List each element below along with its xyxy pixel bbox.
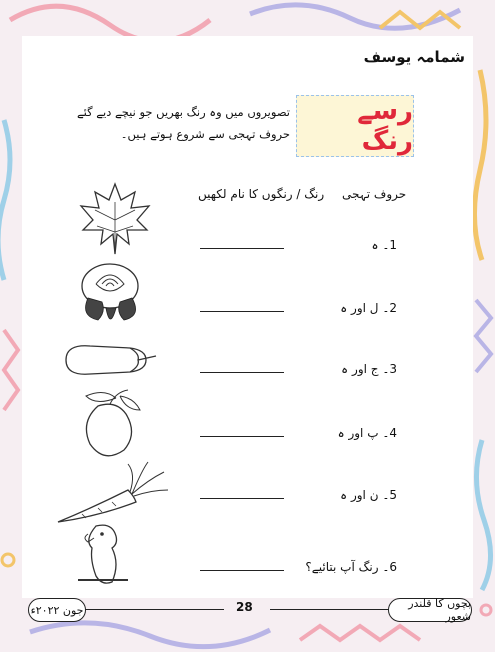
eggplant-icon bbox=[60, 338, 160, 380]
footer-date: جون ۲۰۲۲ء bbox=[28, 598, 86, 622]
column-header-letters: حروف تہجی bbox=[342, 187, 407, 201]
carrot-icon bbox=[52, 460, 172, 528]
page-title: رسے رنگ bbox=[357, 96, 413, 156]
answer-line[interactable] bbox=[200, 498, 284, 499]
row-label: 2۔ ل اور ہ bbox=[340, 301, 397, 315]
answer-line[interactable] bbox=[200, 248, 284, 249]
maple-leaf-icon bbox=[75, 180, 155, 258]
column-header-colors: رنگ / رنگوں کا نام لکھیں bbox=[198, 187, 325, 201]
rose-icon bbox=[76, 258, 146, 333]
footer-magazine-name: بچوں کا قلندر شعور bbox=[388, 598, 472, 622]
row-label: 3۔ ج اور ہ bbox=[341, 362, 397, 376]
answer-line[interactable] bbox=[200, 372, 284, 373]
footer-rule bbox=[270, 609, 390, 610]
title-box bbox=[296, 95, 414, 157]
answer-line[interactable] bbox=[200, 570, 284, 571]
page-number: 28 bbox=[236, 600, 253, 614]
parrot-icon bbox=[68, 520, 138, 592]
author-name: شمامہ یوسف bbox=[363, 48, 465, 66]
answer-line[interactable] bbox=[200, 436, 284, 437]
row-label: 6۔ رنگ آپ بتائیے؟ bbox=[305, 560, 397, 574]
row-label: 4۔ پ اور ہ bbox=[337, 426, 397, 440]
row-label: 1۔ ہ bbox=[371, 238, 397, 252]
instructions-text: تصویروں میں وہ رنگ بھریں جو نیچے دیے گئے حروف تہجی سے شروع ہوتے ہیں۔ bbox=[76, 105, 290, 141]
footer-rule bbox=[84, 609, 224, 610]
mango-icon bbox=[76, 386, 146, 464]
answer-line[interactable] bbox=[200, 311, 284, 312]
row-label: 5۔ ن اور ہ bbox=[340, 488, 397, 502]
